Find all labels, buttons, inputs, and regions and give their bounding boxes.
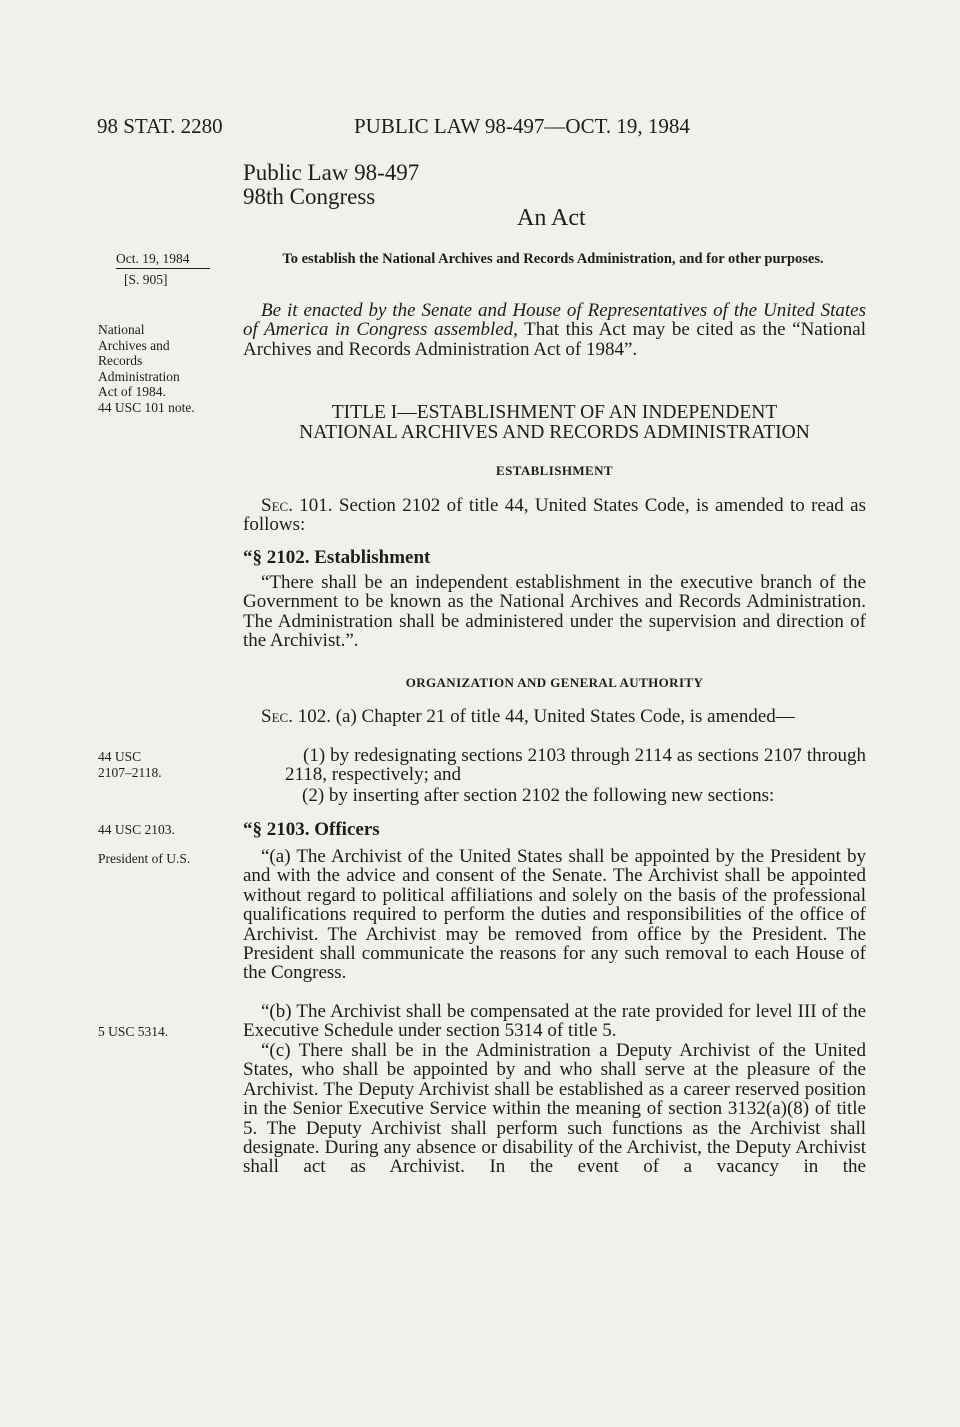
- section-2103-subsection-b: “(b) The Archivist shall be compensated at the rate provided for level III of the Executive Schedule under section 5314 of title 5.: [243, 1001, 866, 1042]
- section-2103-subsection-a: “(a) The Archivist of the United States shall be appointed by the President by and with the advice and consent of the Senate. The Archivist shall be appointed without regard to political affiliations and solely on the basis of the professional qualifications required to perform the duties and responsibilities of the office of Archivist. The Archivist may be removed from office by the President. The President shall communicate the reasons for any such removal to each House of the Congress.: [243, 846, 866, 984]
- margin-line: Act of 1984.: [98, 384, 166, 399]
- congress-number: 98th Congress: [243, 184, 376, 209]
- section-label: Sec: [261, 495, 289, 516]
- margin-bill-number: [S. 905]: [124, 272, 168, 287]
- margin-line: 44 USC 101 note.: [98, 399, 195, 415]
- title-one-heading: [243, 403, 866, 443]
- section-label: Sec: [261, 706, 289, 727]
- margin-line: Records: [98, 353, 143, 368]
- section-text: . 102. (a) Chapter 21 of title 44, United States Code, is amended—: [288, 706, 795, 727]
- section-text: . 101. Section 2102 of title 44, United States Code, is amended to read as follows:: [243, 495, 866, 536]
- margin-line: Archives and: [98, 337, 170, 353]
- margin-line: 2107–2118.: [98, 764, 162, 780]
- section-2103-subsection-c: “(c) There shall be in the Administration a Deputy Archivist of the United States, who shall be appointed by and who shall serve at the pleasure of the Archivist. The Deputy Archivist shall be established as a career reserved position in the Senior Executive Service within the meaning of section 3132(a)(8) of title 5. The Deputy Archivist shall perform such functions as the Archivist shall designate. During any absence or disability of the Archivist, the Deputy Archivist shall act as Archivist. In the event of a vacancy in the: [243, 1040, 866, 1178]
- section-heading-organization: ORGANIZATION AND GENERAL AUTHORITY: [405, 675, 704, 690]
- act-purpose: To establish the National Archives and Records Administration, and for other purposes.: [282, 251, 824, 267]
- section-102: [243, 707, 866, 726]
- margin-line: Administration: [98, 368, 180, 384]
- section-heading-establishment: ESTABLISHMENT: [496, 463, 613, 478]
- title-line: NATIONAL ARCHIVES AND RECORDS ADMINISTRATION: [299, 422, 810, 443]
- title-line: TITLE I—ESTABLISHMENT OF AN INDEPENDENT: [331, 402, 778, 423]
- enacting-clause: [243, 301, 866, 359]
- margin-president-note: President of U.S.: [98, 851, 191, 866]
- paragraph-2: (2) by inserting after section 2102 the following new sections:: [302, 785, 775, 806]
- margin-usc-5314-note: 5 USC 5314.: [98, 1024, 169, 1039]
- running-title: PUBLIC LAW 98-497—OCT. 19, 1984: [354, 114, 690, 138]
- paragraph-1: (1) by redesignating sections 2103 through 2114 as sections 2107 through 2118, respectively; and: [285, 745, 866, 786]
- enacting-formula: Be it enacted by the Senate and House of Representatives of the United States of America in Congress assembled,: [243, 300, 866, 341]
- section-2102-text: “There shall be an independent establishment in the executive branch of the Government to be known as the National Archives and Records Administration. The Administration shall be administered under the supervision and direction of the Archivist.”.: [243, 572, 866, 652]
- margin-line: 44 USC: [98, 749, 142, 764]
- section-2102-heading: “§ 2102. Establishment: [243, 547, 431, 568]
- short-title-citation: That this Act may be cited as the “National Archives and Records Administration Act of 1984”.: [243, 319, 866, 360]
- margin-short-title-note: [98, 322, 238, 415]
- public-law-number: Public Law 98-497: [243, 160, 420, 185]
- section-101: [243, 496, 866, 535]
- section-2103-heading: “§ 2103. Officers: [243, 819, 380, 840]
- margin-line: National: [98, 322, 145, 337]
- margin-usc-2103-note: 44 USC 2103.: [98, 822, 175, 837]
- margin-date: Oct. 19, 1984: [116, 251, 210, 269]
- page-stat-citation: 98 STAT. 2280: [97, 114, 223, 138]
- margin-usc-2107-note: [98, 749, 162, 780]
- act-heading: An Act: [517, 205, 586, 231]
